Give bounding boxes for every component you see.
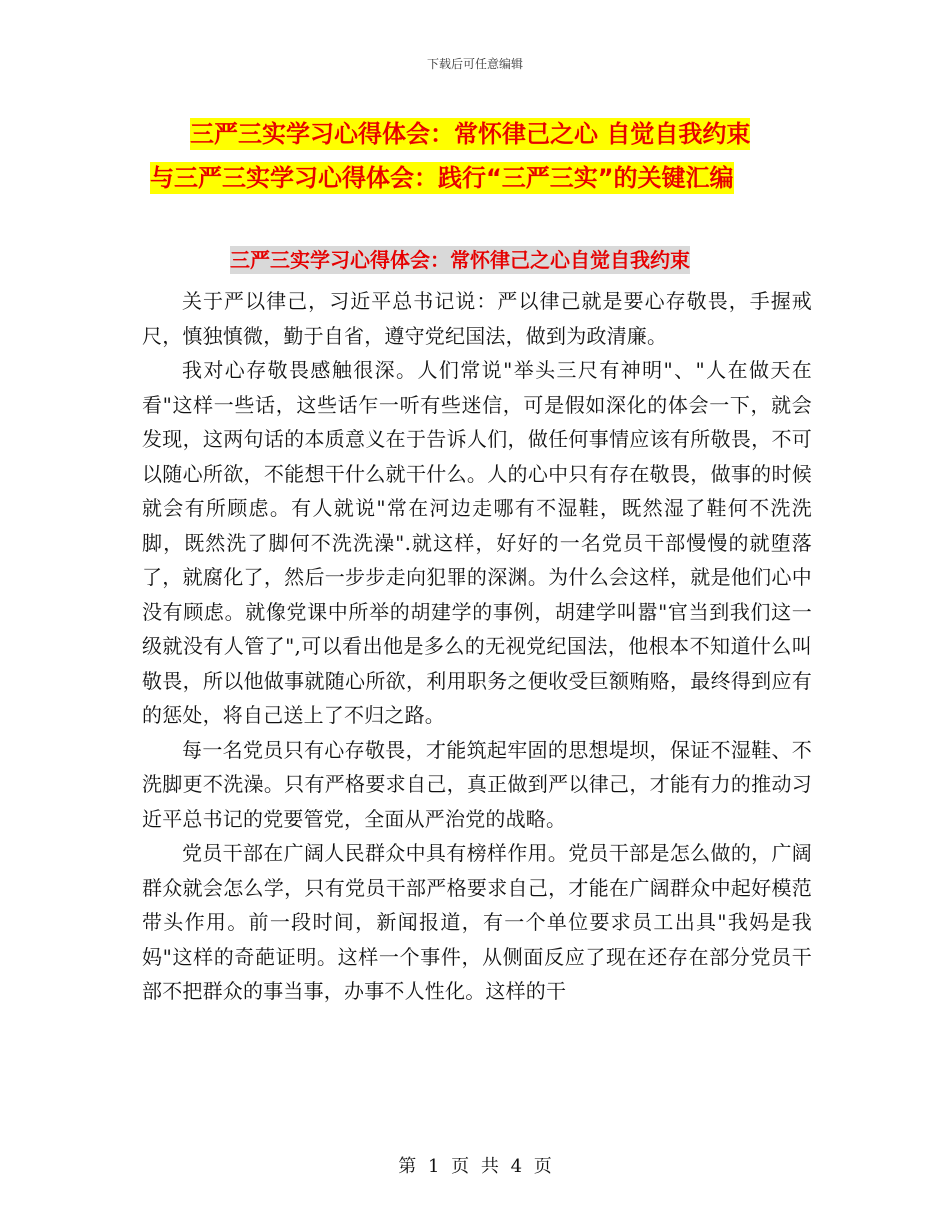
document-title-line-1	[190, 110, 870, 158]
paragraph: 党员干部在广阔人民群众中具有榜样作用。党员干部是怎么做的，广阔群众就会怎么学，只有党员干部严格要求自己，才能在广阔群众中起好模范带头作用。前一段时间，新闻报道，有一个单位要求员工出具"我妈是我妈"这样的奇葩证明。这样一个事件，从侧面反应了现在还存在部分党员干部不把群众的事当事，办事不人性化。这样的干	[142, 841, 812, 1003]
paragraph: 每一名党员只有心存敬畏，才能筑起牢固的思想堤坝，保证不湿鞋、不洗脚更不洗澡。只有严格要求自己，真正做到严以律己，才能有力的推动习近平总书记的党要管党，全面从严治党的战略。	[142, 737, 812, 831]
section-heading	[230, 244, 690, 273]
title-line-1-text: 三严三实学习心得体会：常怀律己之心 自觉自我约束	[190, 120, 751, 148]
paragraph: 我对心存敬畏感触很深。人们常说"举头三尺有神明"、"人在做天在看"这样一些话，这些话乍一听有些迷信，可是假如深化的体会一下，就会发现，这两句话的本质意义在于告诉人们，做任何事情应该有所敬畏，不可以随心所欲，不能想干什么就干什么。人的心中只有存在敬畏，做事的时候就会有所顾虑。有人就说"常在河边走哪有不湿鞋，既然湿了鞋何不洗洗脚，既然洗了脚何不洗洗澡".就这样，好好的一名党员干部慢慢的就堕落了，就腐化了，然后一步步走向犯罪的深渊。为什么会这样，就是他们心中没有顾虑。就像党课中所举的胡建学的事例，胡建学叫嚣"官当到我们这一级就没有人管了",可以看出他是多么的无视党纪国法，他根本不知道什么叫敬畏，所以他做事就随心所欲，利用职务之便收受巨额贿赂，最终得到应有的惩处，将自己送上了不归之路。	[142, 358, 812, 727]
document-title-line-2	[150, 154, 830, 202]
title-line-2-text: 与三严三实学习心得体会：践行“三严三实”的关键汇编	[150, 164, 734, 192]
document-body	[142, 284, 812, 1009]
paragraph: 关于严以律己，习近平总书记说：严以律己就是要心存敬畏，手握戒尺，慎独慎微，勤于自省，遵守党纪国法，做到为政清廉。	[142, 289, 812, 348]
section-heading-text: 三严三实学习心得体会：常怀律己之心自觉自我约束	[230, 248, 690, 272]
page-number-footer: 第 1 页 共 4 页	[398, 1156, 552, 1177]
page-header-note: 下载后可任意编辑	[426, 57, 523, 71]
